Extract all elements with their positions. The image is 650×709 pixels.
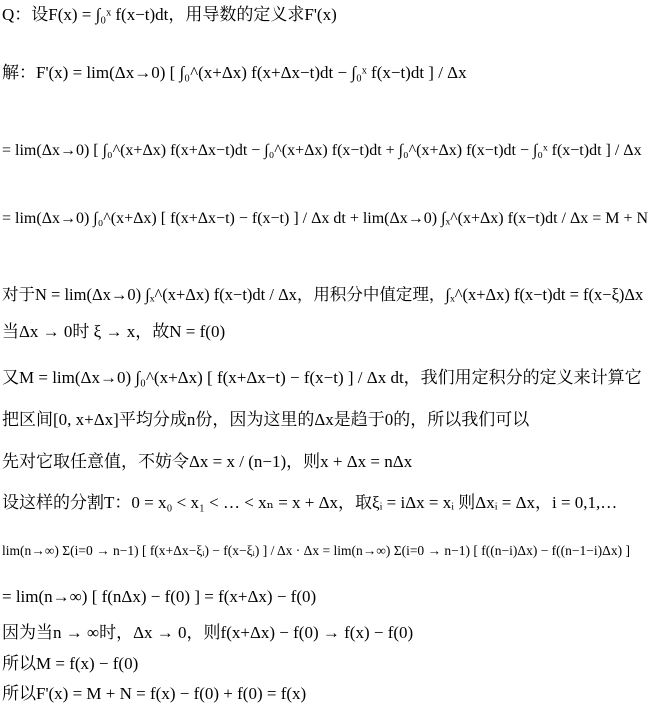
telescoped-line: = lim(n→∞) [ f(nΔx) − f(0) ] = f(x+Δx) − f(0) xyxy=(2,587,317,606)
m-result-line: 所以M = f(x) − f(0) xyxy=(2,654,139,673)
expansion-line: = lim(Δx→0) [ ∫₀^(x+Δx) f(x+Δx−t)dt − ∫₀^(x+Δx) f(x−t)dt + ∫₀^(x+Δx) f(x−t)dt − ∫₀ˣ f(x−t)dt ] / Δx xyxy=(2,142,642,159)
split-line: = lim(Δx→0) ∫₀^(x+Δx) [ f(x+Δx−t) − f(x−t) ] / Δx dt + lim(Δx→0) ∫ₓ^(x+Δx) f(x−t)dt / Δx = M + N xyxy=(2,210,648,227)
partition-line: 把区间[0, x+Δx]平均分成n份，因为这里的Δx是趋于0的，所以我们可以 xyxy=(2,410,530,429)
partition-points-line: 设这样的分割T：0 = x₀ < x₁ < … < xₙ = x + Δx，取ξᵢ = iΔx = xᵢ 则Δxᵢ = Δx，i = 0,1,… xyxy=(2,493,618,512)
limit-reason-line: 因为当n → ∞时，Δx → 0，则f(x+Δx) − f(0) → f(x) − f(0) xyxy=(2,623,414,642)
m-definition-line: 又M = lim(Δx→0) ∫₀^(x+Δx) [ f(x+Δx−t) − f(x−t) ] / Δx dt，我们用定积分的定义来计算它 xyxy=(2,368,642,387)
final-result-line: 所以F'(x) = M + N = f(x) − f(0) + f(0) = f(x) xyxy=(2,684,307,703)
question-line: Q：设F(x) = ∫₀ˣ f(x−t)dt，用导数的定义求F'(x) xyxy=(2,5,337,24)
n-limit-line: 当Δx → 0时 ξ → x，故N = f(0) xyxy=(2,322,226,341)
n-mean-value-line: 对于N = lim(Δx→0) ∫ₓ^(x+Δx) f(x−t)dt / Δx，用积分中值定理，∫ₓ^(x+Δx) f(x−t)dt = f(x−ξ)Δx xyxy=(2,285,644,304)
solution-start: 解：F'(x) = lim(Δx→0) [ ∫₀^(x+Δx) f(x+Δx−t)dt − ∫₀ˣ f(x−t)dt ] / Δx xyxy=(2,63,467,82)
choose-dx-line: 先对它取任意值，不妨令Δx = x / (n−1)，则x + Δx = nΔx xyxy=(2,452,413,471)
riemann-sum-line: lim(n→∞) Σ(i=0 → n−1) [ f(x+Δx−ξᵢ) − f(x−ξᵢ) ] / Δx · Δx = lim(n→∞) Σ(i=0 → n−1) [ f((n−i)Δx) − f((n−1−i)Δx) ] xyxy=(2,543,630,558)
